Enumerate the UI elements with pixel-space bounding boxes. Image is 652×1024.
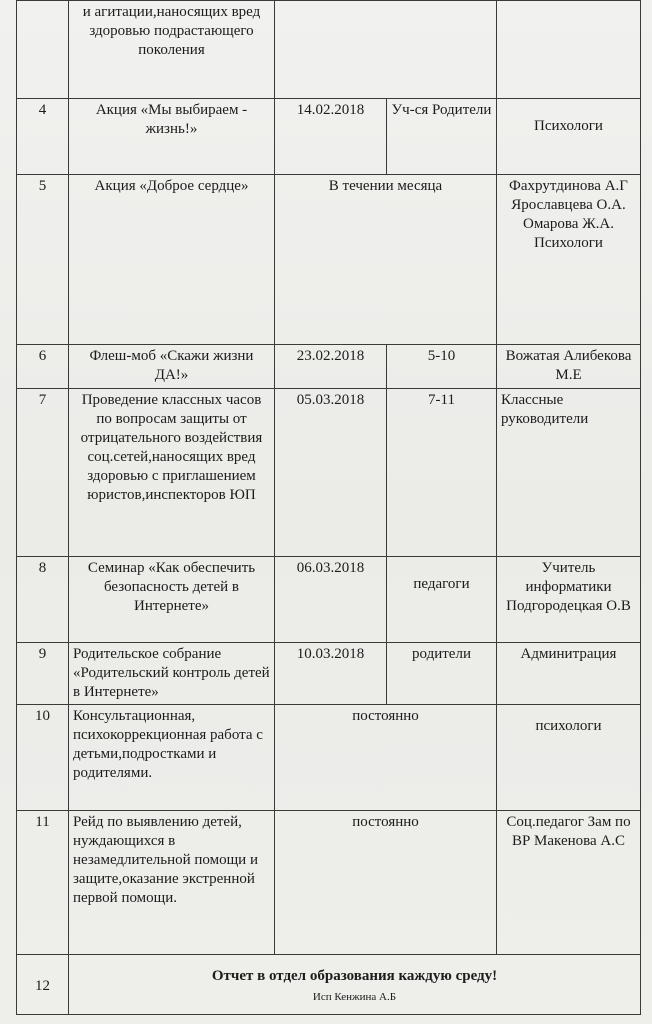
- date-cell: 06.03.2018: [275, 557, 387, 643]
- row-number: 8: [17, 557, 69, 643]
- signature: Исп Кенжина А.Б: [312, 991, 397, 1003]
- table-row: [17, 643, 641, 705]
- date-cell: постоянно: [275, 705, 497, 811]
- date-cell: 23.02.2018: [275, 345, 387, 389]
- event-cell: Флеш-моб «Скажи жизни ДА!»: [69, 345, 275, 389]
- responsible-cell: Вожатая Алибекова М.Е: [497, 345, 641, 389]
- event-cell: и агитации,наносящих вред здоровью подрастающего поколения: [69, 1, 275, 99]
- responsible-cell: психологи: [497, 705, 641, 811]
- date-cell: 14.02.2018: [275, 99, 387, 175]
- event-cell: Консультационная, психокоррекционная работа с детьми,подростками и родителями.: [69, 705, 275, 811]
- row-number: 5: [17, 175, 69, 345]
- event-cell: Родительское собрание «Родительский контроль детей в Интернете»: [69, 643, 275, 705]
- event-cell: Акция «Мы выбираем - жизнь!»: [69, 99, 275, 175]
- row-number: 10: [17, 705, 69, 811]
- table-row: [17, 345, 641, 389]
- participants-cell: родители: [387, 643, 497, 705]
- table-row: [17, 557, 641, 643]
- table-row: [17, 1, 641, 99]
- report-note: Отчет в отдел образования каждую среду!: [211, 968, 498, 984]
- date-cell: 10.03.2018: [275, 643, 387, 705]
- row-number: 11: [17, 811, 69, 955]
- row-number: 6: [17, 345, 69, 389]
- responsible-cell: Соц.педагог Зам по ВР Макенова А.С: [497, 811, 641, 955]
- footer-cell: [69, 955, 641, 1015]
- participants-cell: Уч-ся Родители: [387, 99, 497, 175]
- event-plan-table: [16, 0, 641, 1015]
- table-row: [17, 811, 641, 955]
- participants-cell: 5-10: [387, 345, 497, 389]
- table-row: [17, 955, 641, 1015]
- date-cell: 05.03.2018: [275, 389, 387, 557]
- date-cell: [275, 1, 497, 99]
- date-cell: постоянно: [275, 811, 497, 955]
- event-cell: Семинар «Как обеспечить безопасность детей в Интернете»: [69, 557, 275, 643]
- responsible-cell: Классные руководители: [497, 389, 641, 557]
- responsible-cell: [497, 1, 641, 99]
- event-cell: Проведение классных часов по вопросам защиты от отрицательного воздействия соц.сетей,наносящих вред здоровью с приглашением юристов,инспекторов ЮП: [69, 389, 275, 557]
- row-number: [17, 1, 69, 99]
- event-cell: Акция «Доброе сердце»: [69, 175, 275, 345]
- row-number: 7: [17, 389, 69, 557]
- participants-cell: 7-11: [387, 389, 497, 557]
- responsible-cell: Учитель информатики Подгородецкая О.В: [497, 557, 641, 643]
- table-row: [17, 175, 641, 345]
- responsible-cell: Админитрация: [497, 643, 641, 705]
- table-row: [17, 705, 641, 811]
- responsible-cell: Фахрутдинова А.Г Ярославцева О.А. Омарова Ж.А. Психологи: [497, 175, 641, 345]
- event-cell: Рейд по выявлению детей, нуждающихся в незамедлительной помощи и защите,оказание экстренной первой помощи.: [69, 811, 275, 955]
- table-row: [17, 99, 641, 175]
- row-number: 12: [17, 955, 69, 1015]
- table-row: [17, 389, 641, 557]
- responsible-cell: Психологи: [497, 99, 641, 175]
- row-number: 9: [17, 643, 69, 705]
- row-number: 4: [17, 99, 69, 175]
- participants-cell: педагоги: [387, 557, 497, 643]
- date-cell: В течении месяца: [275, 175, 497, 345]
